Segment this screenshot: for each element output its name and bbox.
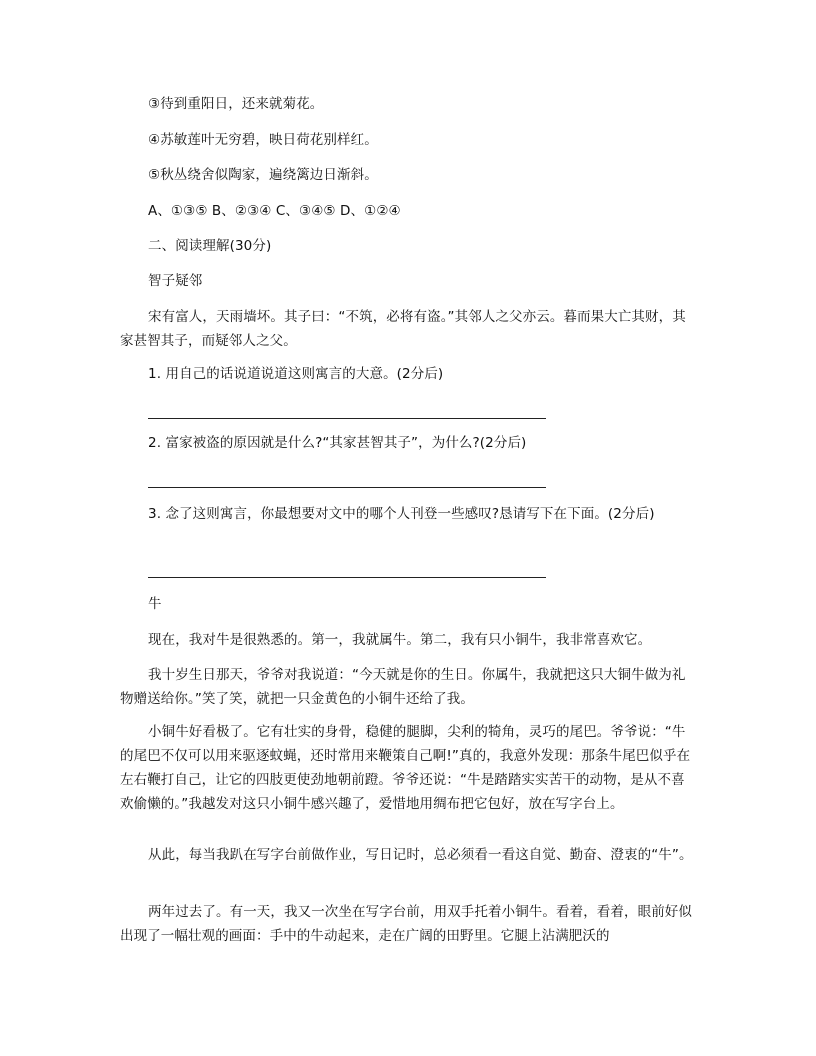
essay-paragraph-1: 现在，我对牛是很熟悉的。第一，我就属牛。第二，我有只小铜牛，我非常喜欢它。 xyxy=(148,632,652,648)
question-3: 3. 念了这则寓言，你最想要对文中的哪个人刊登一些感叹?恳请写下在下面。(2分后) xyxy=(148,506,655,522)
answer-line-2[interactable] xyxy=(148,487,546,488)
essay-title: 牛 xyxy=(148,596,162,612)
essay-paragraph-3: 小铜牛好看极了。它有壮实的身骨，稳健的腿脚，尖利的犄角，灵巧的尾巴。爷爷说：“牛的尾巴不仅可以用来驱逐蚊蝇，还时常用来鞭策自己啊!”真的，我意外发现：那条牛尾巴似乎在左右鞭打自己，让它的四肢更使劲地朝前蹬。爷爷还说：“牛是踏踏实实苦干的动物，是从不喜欢偷懒的。”我越发对这只小铜牛感兴趣了，爱惜地用绸布把它包好，放在写字台上。 xyxy=(120,724,691,812)
option-item-3: ③待到重阳日，还来就菊花。 xyxy=(148,96,324,112)
essay-paragraph-2: 我十岁生日那天，爷爷对我说道：“今天就是你的生日。你属牛，我就把这只大铜牛做为礼物赠送给你。”笑了笑，就把一只金黄色的小铜牛还给了我。 xyxy=(120,667,686,707)
option-item-4: ④苏敏莲叶无穷碧，映日荷花别样红。 xyxy=(148,132,378,148)
answer-line-3[interactable] xyxy=(148,577,546,578)
answer-line-1[interactable] xyxy=(148,418,546,419)
option-item-5: ⑤秋丛绕舍似陶家，遍绕篱边日渐斜。 xyxy=(148,167,378,183)
answer-choices: A、①③⑤ B、②③④ C、③④⑤ D、①②④ xyxy=(148,203,401,219)
fable-title: 智子疑邻 xyxy=(148,273,203,289)
question-1: 1. 用自己的话说道说道这则寓言的大意。(2分后) xyxy=(148,366,444,382)
essay-paragraph-4: 从此，每当我趴在写字台前做作业，写日记时，总必须看一看这自觉、勤奋、澄衷的“牛”。 xyxy=(148,847,693,863)
fable-text: 宋有富人，天雨墙坏。其子曰：“不筑，必将有盗。”其邻人之父亦云。暮而果大亡其财，其家甚智其子，而疑邻人之父。 xyxy=(120,309,686,349)
essay-paragraph-5: 两年过去了。有一天，我又一次坐在写字台前，用双手托着小铜牛。看着，看着，眼前好似出现了一幅壮观的画面：手中的牛动起来，走在广阔的田野里。它腿上沾满肥沃的 xyxy=(120,904,692,944)
question-2: 2. 富家被盗的原因就是什么?“其家甚智其子”，为什么?(2分后) xyxy=(148,435,527,451)
section-heading: 二、阅读理解(30分) xyxy=(148,238,272,254)
